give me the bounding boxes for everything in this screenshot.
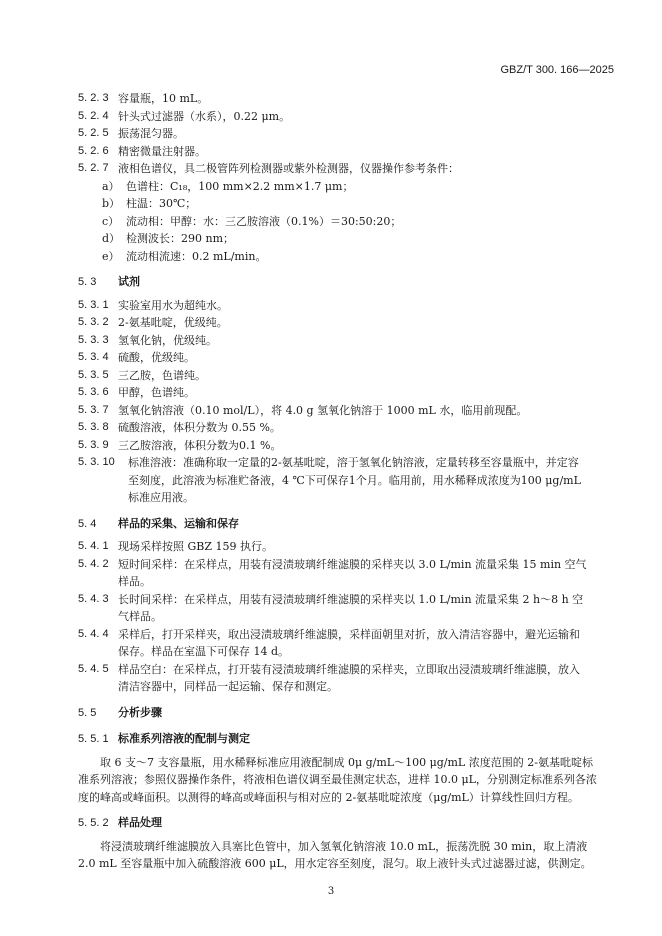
clause-5-3-7: [78, 402, 598, 420]
clause-text: 长时间采样：在采样点，用装有浸渍玻璃纤维滤膜的采样夹以 1.0 L/min 流量采集 2 h～8 h 空气样品。: [118, 592, 584, 623]
condition-label: a）: [102, 179, 120, 193]
clause-text: 样品空白：在采样点，打开装有浸渍玻璃纤维滤膜的采样夹，立即取出浸渍玻璃纤维滤膜，放入清洁容器中，同样品一起运输、保存和测定。: [118, 662, 580, 693]
clause-5-4-3: [78, 591, 598, 626]
condition-text: 检测波长：290 nm；: [126, 232, 235, 245]
page-number: 3: [327, 886, 335, 897]
section-heading-5-5-2: [78, 815, 598, 833]
clause-number: 5. 4. 2: [78, 557, 109, 570]
section-heading-5-5-1: [78, 731, 598, 749]
clause-5-3-1: [78, 297, 598, 315]
section-number: 5. 5: [78, 706, 97, 719]
clause-number: 5. 3. 10: [78, 456, 115, 468]
clause-text: 采样后，打开采样夹，取出浸渍玻璃纤维滤膜，采样面朝里对折，放入清洁容器中，避光运输和保存。样品在室温下可保存 14 d。: [118, 627, 580, 658]
condition-item: [78, 195, 598, 213]
section-heading-5-3: [78, 274, 598, 292]
condition-text: 流动相：甲醇：水：三乙胺溶液（0.1%）＝30:50:20；: [126, 214, 402, 228]
clause-5-2-4: [78, 108, 598, 126]
clause-5-4-2: [78, 556, 598, 591]
clause-text: 振荡混匀器。: [118, 127, 184, 140]
clause-text: 短时间采样：在采样点，用装有浸渍玻璃纤维滤膜的采样夹以 3.0 L/min 流量采集 15 min 空气样品。: [118, 557, 587, 588]
clause-number: 5. 4. 3: [78, 592, 109, 605]
clause-5-2-5: [78, 125, 598, 143]
clause-number: 5. 3. 4: [78, 351, 109, 363]
clause-5-4-5: [78, 661, 598, 696]
clause-5-3-5: [78, 367, 598, 385]
clause-number: 5. 3. 6: [78, 386, 109, 398]
clause-number: 5. 4. 4: [78, 627, 109, 640]
section-title: 标准系列溶液的配制与测定: [118, 733, 250, 745]
section-heading-5-4: [78, 516, 598, 534]
clause-5-2-6: [78, 143, 598, 161]
section-number: 5. 4: [78, 517, 97, 530]
clause-number: 5. 4. 5: [78, 662, 109, 675]
clause-text: 硫酸，优级纯。: [118, 351, 195, 364]
condition-label: d）: [102, 232, 121, 245]
clause-text: 容量瓶，10 mL。: [118, 92, 209, 105]
clause-5-3-3: [78, 332, 598, 350]
clause-text: 2-氨基吡啶，优级纯。: [118, 316, 228, 329]
condition-label: c）: [102, 214, 120, 228]
clause-5-3-9: [78, 437, 598, 455]
condition-text: 流动相流速：0.2 mL/min。: [126, 249, 267, 263]
clause-text: 氢氧化钠，优级纯。: [118, 333, 217, 347]
section-number: 5. 3: [78, 276, 97, 288]
clause-number: 5. 3. 9: [78, 438, 109, 451]
clause-number: 5. 3. 2: [78, 316, 109, 328]
clause-5-3-6: [78, 384, 598, 402]
section-title: 样品处理: [118, 817, 162, 829]
clause-5-3-4: [78, 349, 598, 367]
standard-code: GBZ/T 300. 166—2025: [500, 64, 614, 76]
condition-text: 色谱柱：C₁₈，100 mm×2.2 mm×1.7 μm；: [126, 179, 354, 193]
clause-5-3-8: [78, 419, 598, 437]
clause-text: 三乙胺溶液，体积分数为0.1 %。: [118, 438, 282, 452]
section-title: 样品的采集、运输和保存: [118, 517, 239, 530]
condition-item: [78, 178, 598, 196]
clause-text: 甲醇，色谱纯。: [118, 386, 195, 399]
clause-text: 三乙胺，色谱纯。: [118, 368, 206, 382]
clause-number: 5. 3. 1: [78, 298, 109, 311]
clause-text: 硫酸溶液，体积分数为 0.55 %。: [118, 421, 281, 434]
clause-text: 实验室用水为超纯水。: [118, 298, 228, 312]
document-body: [78, 90, 598, 873]
condition-text: 柱温：30℃；: [126, 197, 197, 210]
condition-label: b）: [102, 197, 121, 210]
clause-number: 5. 2. 5: [78, 127, 109, 139]
clause-number: 5. 2. 6: [78, 144, 109, 157]
condition-item: [78, 230, 598, 248]
condition-item: [78, 213, 598, 231]
clause-number: 5. 2. 4: [78, 109, 109, 122]
clause-text: 精密微量注射器。: [118, 144, 206, 158]
section-title: 分析步骤: [118, 706, 162, 719]
clause-number: 5. 3. 7: [78, 403, 109, 416]
clause-5-3-10: [78, 454, 598, 507]
clause-5-3-2: [78, 314, 598, 332]
paragraph-standard-series: 取 6 支～7 支容量瓶，用水稀释标准应用液配制成 0μ g/mL～100 μg/mL 浓度范围的 2-氨基吡啶标准系列溶液；参照仪器操作条件，将液相色谱仪调至最佳测定状态，进样 10.0 μL，分别测定标准系列各浓度的峰高或峰面积。以测得的峰高或峰面积与相对应的 2-氨基吡啶浓度（μg/mL）计算线性回归方程。: [78, 755, 597, 804]
clause-5-4-4: [78, 626, 598, 661]
paragraph-sample-processing: 将浸渍玻璃纤维滤膜放入具塞比色管中，加入氢氧化钠溶液 10.0 mL，振荡洗脱 30 min，取上清液 2.0 mL 至容量瓶中加入硫酸溶液 600 μL，用水定容至刻度，混匀。取上液针头式过滤器过滤，供测定。: [78, 839, 592, 870]
clause-number: 5. 3. 3: [78, 333, 109, 346]
clause-number: 5. 2. 3: [78, 92, 109, 104]
clause-number: 5. 3. 5: [78, 368, 109, 381]
clause-text: 针头式过滤器（水系），0.22 μm。: [118, 109, 291, 123]
section-number: 5. 5. 2: [78, 817, 109, 829]
clause-text: 氢氧化钠溶液（0.10 mol/L），将 4.0 g 氢氧化钠溶于 1000 mL 水，临用前现配。: [118, 403, 528, 417]
clause-text: 现场采样按照 GBZ 159 执行。: [118, 540, 273, 553]
clause-number: 5. 3. 8: [78, 421, 109, 433]
section-heading-5-5: [78, 705, 598, 723]
clause-number: 5. 4. 1: [78, 540, 109, 552]
clause-text: 液相色谱仪，具二极管阵列检测器或紫外检测器，仪器操作参考条件：: [118, 162, 459, 175]
clause-5-4-1: [78, 538, 598, 556]
clause-5-2-7: [78, 160, 598, 178]
clause-number: 5. 2. 7: [78, 162, 109, 174]
section-title: 试剂: [118, 276, 140, 288]
condition-label: e）: [102, 249, 120, 263]
clause-text: 标准溶液：准确称取一定量的2-氨基吡啶，溶于氢氧化钠溶液，定量转移至容量瓶中，并定容至刻度，此溶液为标准贮备液，4 ℃下可保存1个月。临用前，用水稀释成浓度为100 μg/mL标准应用液。: [128, 456, 581, 504]
section-number: 5. 5. 1: [78, 733, 109, 745]
condition-item: [78, 248, 598, 266]
clause-5-2-3: [78, 90, 598, 108]
